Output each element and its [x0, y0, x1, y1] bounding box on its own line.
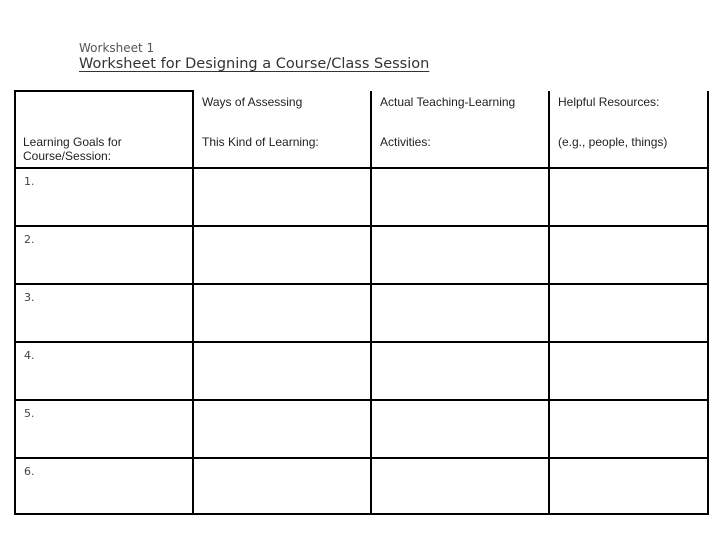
col-header-assessing-top: Ways of Assessing	[193, 91, 371, 131]
table-row	[15, 284, 708, 342]
activities-cell[interactable]	[371, 458, 549, 514]
resources-cell[interactable]	[549, 284, 708, 342]
row-number: 4.	[24, 349, 35, 362]
col-header-assessing-bottom: This Kind of Learning:	[193, 131, 371, 168]
goals-header-label: Learning Goals for Course/Session:	[23, 135, 122, 163]
row-number: 6.	[24, 465, 35, 478]
goals-header-cell	[15, 131, 193, 168]
resources-cell[interactable]	[549, 400, 708, 458]
goal-cell[interactable]	[15, 342, 193, 400]
resources-cell[interactable]	[549, 226, 708, 284]
assessing-cell[interactable]	[193, 400, 371, 458]
activities-cell[interactable]	[371, 168, 549, 226]
table-row	[15, 168, 708, 226]
worksheet-number: Worksheet 1	[79, 41, 155, 55]
activities-cell[interactable]	[371, 284, 549, 342]
activities-cell[interactable]	[371, 226, 549, 284]
table-row	[15, 458, 708, 514]
col-header-resources-bottom: (e.g., people, things)	[549, 131, 708, 168]
resources-cell[interactable]	[549, 458, 708, 514]
resources-cell[interactable]	[549, 168, 708, 226]
col-header-activities-top: Actual Teaching-Learning	[371, 91, 549, 131]
goals-header-blank-cell	[15, 91, 193, 131]
table-row	[15, 400, 708, 458]
assessing-cell[interactable]	[193, 226, 371, 284]
assessing-cell[interactable]	[193, 342, 371, 400]
col-header-activities-bottom: Activities:	[371, 131, 549, 168]
resources-cell[interactable]	[549, 342, 708, 400]
page-title: Worksheet for Designing a Course/Class Session	[79, 56, 430, 72]
goal-cell[interactable]	[15, 226, 193, 284]
table-row	[15, 342, 708, 400]
goal-cell[interactable]	[15, 458, 193, 514]
assessing-cell[interactable]	[193, 458, 371, 514]
col-header-resources-top: Helpful Resources:	[549, 91, 708, 131]
row-number: 3.	[24, 291, 35, 304]
goal-cell[interactable]	[15, 400, 193, 458]
goal-cell[interactable]	[15, 168, 193, 226]
row-number: 2.	[24, 233, 35, 246]
activities-cell[interactable]	[371, 400, 549, 458]
row-number: 5.	[24, 407, 35, 420]
worksheet-table	[14, 90, 709, 515]
assessing-cell[interactable]	[193, 284, 371, 342]
goal-cell[interactable]	[15, 284, 193, 342]
assessing-cell[interactable]	[193, 168, 371, 226]
table-row	[15, 226, 708, 284]
activities-cell[interactable]	[371, 342, 549, 400]
row-number: 1.	[24, 175, 35, 188]
